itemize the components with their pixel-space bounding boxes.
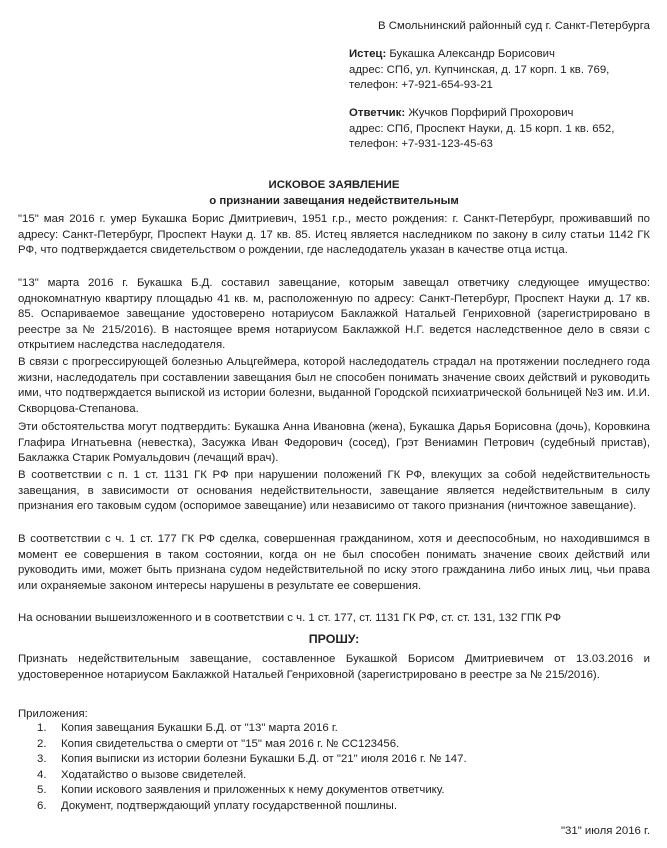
appendix-item-number: 2.: [37, 737, 47, 750]
appendix-item: [37, 799, 467, 815]
defendant-block: [349, 106, 614, 153]
document-date: "31" июля 2016 г.: [561, 825, 650, 837]
appendix-item-text: Документ, подтверждающий уплату государственной пошлины.: [61, 799, 397, 812]
appendix-item-text: Копии искового заявления и приложенных к нему документов ответчику.: [61, 784, 445, 797]
appendix-item: [37, 783, 467, 799]
request-heading: ПРОШУ:: [308, 632, 360, 646]
appendix-item-number: 6.: [37, 799, 47, 812]
paragraph-7: На основании вышеизложенного и в соответствии с ч. 1 ст. 177, ст. 1131 ГК РФ, ст. ст. 131, 132 ГПК РФ: [18, 612, 562, 624]
appendix-item-text: Копия завещания Букашки Б.Д. от "13" марта 2016 г.: [61, 722, 338, 734]
paragraph-5: В соответствии с п. 1 ст. 1131 ГК РФ при нарушении положений ГК РФ, влекущих за собой недействительность завещания, в зависимости от основания недействительности, завещание является недействительным в силу признания его таковым судом (оспоримое завещание) или независимо от такого признания (ничтожное завещание).: [18, 469, 650, 513]
defendant-name-line: [349, 106, 614, 122]
paragraph-2: "13" марта 2016 г. Букашка Б.Д. составил завещание, которым завещал ответчику следующее имущество: однокомнатную квартиру площадью 41 кв. м, расположенную по адресу: Санкт-Петербург, Проспект Науки д. 17 кв. 85. Оспариваемое завещание удостоверено нотариусом Баклажкой Натальей Генриховной (зарегистрировано в реестре за № 215/2016). В настоящее время нотариусом Баклажкой Н.Г. ведется наследственное дело в связи с открытием наследства наследодателя.: [18, 277, 650, 352]
plaintiff-block: [349, 47, 609, 94]
document-subtitle: о признании завещания недействительным: [209, 195, 459, 207]
appendix-item-text: Ходатайство о вызове свидетелей.: [61, 768, 247, 781]
request-text: Признать недействительным завещание, составленное Букашкой Борисом Дмитриевичем от 13.03.2016 и удостоверенное нотариусом Баклажкой Натальей Генриховной (зарегистрировано в реестре за № 215/2016).: [18, 653, 650, 681]
appendix-item-number: 3.: [37, 753, 47, 766]
defendant-name: Жучков Порфирий Прохорович: [408, 107, 574, 119]
defendant-phone: телефон: +7-931-123-45-63: [349, 138, 493, 150]
paragraph-4: Эти обстоятельства могут подтвердить: Букашка Анна Ивановна (жена), Букашка Дарья Борисовна (дочь), Коровкина Глафира Игнатьевна (невестка), Засужка Иван Федорович (сосед), Грэт Вениамин Петрович (судебный пристав), Баклажка Старик Ромуальдович (лечащий врач).: [18, 421, 650, 465]
appendix-item: [37, 752, 467, 768]
appendix-item-text: Копия выписки из истории болезни Букашки Б.Д. от "21" июля 2016 г. № 147.: [61, 753, 467, 766]
plaintiff-name-line: [349, 47, 609, 63]
appendix-item: [37, 721, 467, 737]
defendant-label: Ответчик:: [349, 107, 406, 119]
plaintiff-address: адрес: СПб, ул. Купчинская, д. 17 корп. 1 кв. 769,: [349, 63, 610, 76]
plaintiff-label: Истец:: [349, 48, 387, 60]
defendant-address: адрес: СПб, Проспект Науки, д. 15 корп. 1 кв. 652,: [349, 122, 615, 135]
plaintiff-phone: телефон: +7-921-654-93-21: [349, 79, 493, 91]
paragraph-6: В соответствии с ч. 1 ст. 177 ГК РФ сделка, совершенная гражданином, хотя и дееспособным, но находившимся в момент ее совершения в таком состоянии, когда он не был способен понимать значение своих действий или руководить ими, может быть признана судом недействительной по иску этого гражданина либо иных лиц, чьи права или охраняемые законом интересы нарушены в результате ее совершения.: [18, 533, 650, 592]
appendix-item-number: 1.: [37, 722, 47, 734]
appendix-item: [37, 737, 467, 753]
paragraph-1: "15" мая 2016 г. умер Букашка Борис Дмитриевич, 1951 г.р., место рождения: г. Санкт-Петербург, проживавший по адресу: Санкт-Петербург, Проспект Науки д. 17 кв. 85. Истец является наследником по закону в силу статьи 1142 ГК РФ, что подтверждается свидетельством о рождении, где наследодатель указан в качестве отца истца.: [18, 213, 650, 257]
plaintiff-name: Букашка Александр Борисович: [389, 48, 555, 60]
appendix-item-number: 4.: [37, 768, 47, 781]
court-name: В Смольнинский районный суд г. Санкт-Петербурга: [378, 20, 650, 32]
appendix-item-number: 5.: [37, 784, 47, 797]
document-title: ИСКОВОЕ ЗАЯВЛЕНИЕ: [268, 179, 400, 191]
appendix-heading: Приложения:: [18, 708, 88, 720]
appendix-list: [37, 721, 467, 815]
appendix-item-text: Копия свидетельства о смерти от "15" мая 2016 г. № СС123456.: [61, 737, 400, 750]
paragraph-3: В связи с прогрессирующей болезнью Альцгеймера, которой наследодатель страдал на протяжении последнего года жизни, наследодатель при составлении завещания был не способен понимать значение своих действий и руководить ими, что подтверждается выпиской из истории болезни, выданной Городской психиатрической больницей №3 им. И.И. Скворцова-Степанова.: [18, 356, 650, 415]
appendix-item: [37, 768, 467, 784]
